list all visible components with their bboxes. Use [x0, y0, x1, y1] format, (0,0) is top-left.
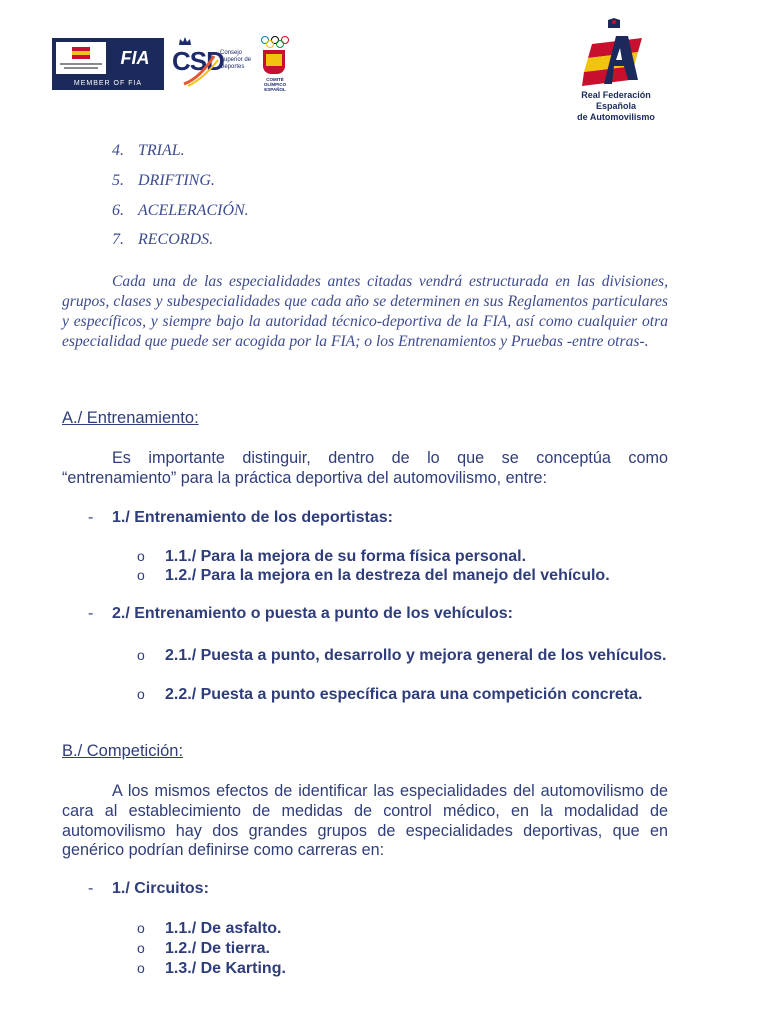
fia-member-text: MEMBER OF FIA — [73, 80, 143, 87]
list-item: 7. RECORDS. — [112, 231, 214, 249]
specialties-list — [112, 138, 249, 257]
intro-paragraph: Cada una de las especialidades antes citadas vendrá estructurada en las divisiones, grupos, clases y subespecialidades que cada año se determinen en sus Reglamentos particulares y específicos, y siempre bajo la autoridad técnico-deportiva de la FIA, así como cualquier otra especialidad que puede ser acogida por la FIA; o los Entrenamientos y Pruebas -entre otras-. — [62, 273, 668, 350]
section-b-heading: B./ Competición: — [62, 742, 184, 760]
section-a-paragraph: Es importante distinguir, dentro de lo que se conceptúa como “entrenamiento” para la práctica deportiva del automovilismo, entre: — [62, 449, 668, 487]
fia-member-logo — [52, 38, 164, 90]
rfea-mini-emblem — [56, 42, 106, 74]
rfea-name: Real Federación Española de Automovilismo — [577, 90, 655, 122]
csd-subtitle: Consejo Superior de Deportes — [220, 50, 252, 70]
olympic-rings-icon — [259, 36, 291, 48]
rfea-logo — [562, 18, 670, 122]
section-a-heading: A./ Entrenamiento: — [62, 409, 199, 427]
fia-logo-text: FIA — [120, 47, 150, 68]
crown-icon — [178, 36, 192, 46]
page-header — [0, 0, 770, 120]
list-item: 4. TRIAL. — [112, 142, 185, 159]
coe-logo — [257, 36, 293, 92]
list-item: 5. DRIFTING. — [112, 171, 215, 189]
list-item: 6. ACELERACIÓN. — [112, 201, 249, 219]
csd-acronym: CSD — [172, 46, 224, 76]
swoosh-icon — [180, 48, 220, 88]
section-b-paragraph: A los mismos efectos de identificar las especialidades del automovilismo de cara al establecimiento de medidas de control médico, en la modalidad de automovilismo hay dos grandes grupos de especialidades deportivas, que en genérico podrían definirse como carreras en: — [62, 782, 668, 860]
coe-label: COMITÉ OLÍMPICO ESPAÑOL — [263, 77, 287, 92]
coe-shield-icon — [263, 50, 285, 74]
csd-logo — [170, 36, 250, 88]
rfea-emblem-icon — [582, 18, 646, 88]
